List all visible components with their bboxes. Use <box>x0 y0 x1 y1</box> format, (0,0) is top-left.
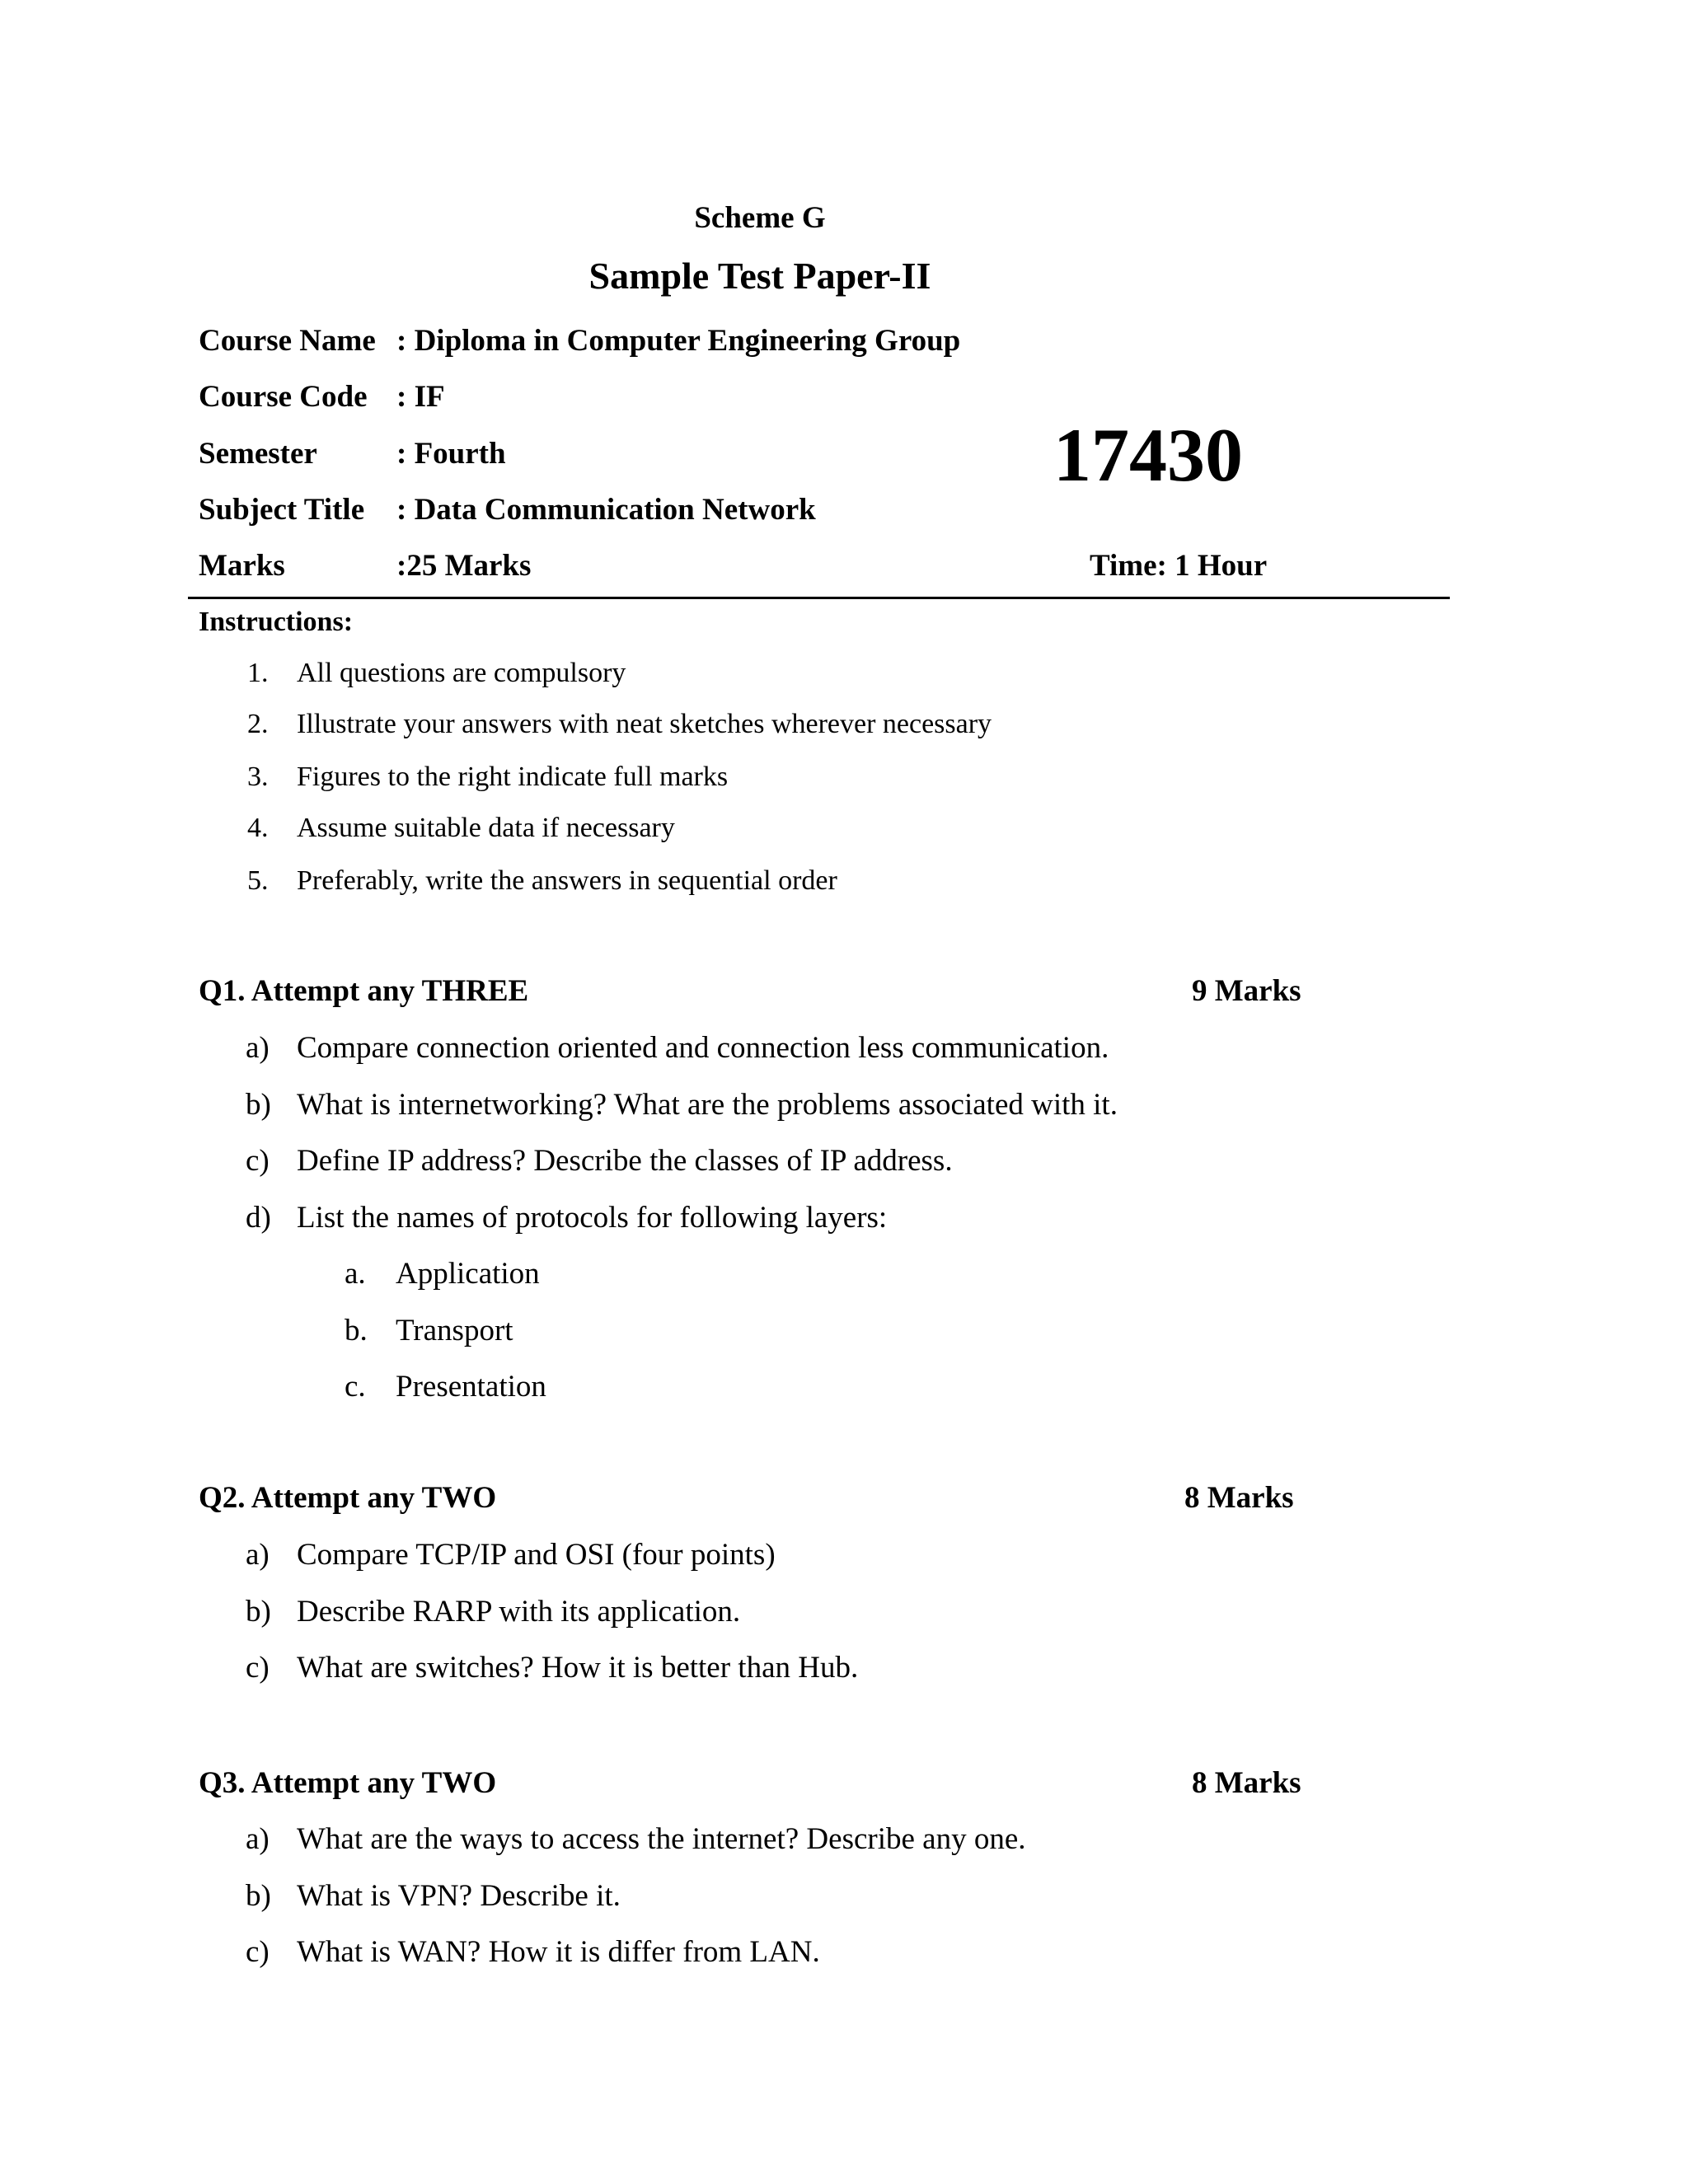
sub-item-text: Transport <box>396 1314 513 1347</box>
subject-title-value: : Data Communication Network <box>396 493 816 527</box>
instruction-number: 2. <box>247 709 269 739</box>
question-item-letter: a) <box>246 1031 270 1065</box>
instruction-number: 4. <box>247 813 269 843</box>
question-item-text: What are the ways to access the internet? Describe any one. <box>297 1822 1026 1856</box>
sub-item-text: Application <box>396 1257 540 1291</box>
course-code-label: Course Code <box>199 380 368 414</box>
question-item-letter: b) <box>246 1088 271 1122</box>
question-item-letter: a) <box>246 1822 270 1856</box>
instruction-text: Figures to the right indicate full marks <box>297 762 729 792</box>
course-code-value: : IF <box>396 380 445 414</box>
instruction-number: 5. <box>247 865 269 896</box>
instruction-text: Illustrate your answers with neat sketches wherever necessary <box>297 709 992 739</box>
question-item-text: What is VPN? Describe it. <box>297 1879 621 1913</box>
question-item-text: Describe RARP with its application. <box>297 1595 741 1629</box>
sub-item-letter: a. <box>345 1257 366 1291</box>
sub-item-text: Presentation <box>396 1370 546 1404</box>
instruction-number: 3. <box>247 762 269 792</box>
question-item-letter: c) <box>246 1144 270 1178</box>
q3-heading: Q3. Attempt any TWO <box>199 1766 497 1800</box>
question-item-text: Compare connection oriented and connection less communication. <box>297 1031 1109 1065</box>
sub-item-letter: b. <box>345 1314 368 1347</box>
question-item-text: Define IP address? Describe the classes of IP address. <box>297 1144 953 1178</box>
instruction-text: Preferably, write the answers in sequential order <box>297 865 837 896</box>
q1-marks: 9 Marks <box>1192 974 1301 1008</box>
question-item-letter: c) <box>246 1935 270 1969</box>
scheme-label: Scheme G <box>694 201 826 235</box>
marks-label: Marks <box>199 549 285 583</box>
question-item-text: What is WAN? How it is differ from LAN. <box>297 1935 820 1969</box>
header-divider <box>188 597 1450 599</box>
question-item-letter: d) <box>246 1201 271 1235</box>
q2-heading: Q2. Attempt any TWO <box>199 1481 497 1515</box>
instruction-text: Assume suitable data if necessary <box>297 813 675 843</box>
course-name-label: Course Name <box>199 324 376 358</box>
sub-item-letter: c. <box>345 1370 366 1404</box>
question-item-text: List the names of protocols for following layers: <box>297 1201 888 1235</box>
subject-code: 17430 <box>1053 413 1243 497</box>
semester-label: Semester <box>199 437 317 471</box>
instruction-text: All questions are compulsory <box>297 658 626 688</box>
instruction-number: 1. <box>247 658 269 688</box>
semester-value: : Fourth <box>396 437 506 471</box>
question-item-letter: c) <box>246 1651 270 1685</box>
question-item-text: Compare TCP/IP and OSI (four points) <box>297 1538 776 1572</box>
question-item-text: What are switches? How it is better than Hub. <box>297 1651 859 1685</box>
time-allowed: Time: 1 Hour <box>1090 549 1268 583</box>
paper-title: Sample Test Paper-II <box>588 255 931 297</box>
question-item-letter: b) <box>246 1595 271 1629</box>
question-item-letter: b) <box>246 1879 271 1913</box>
marks-value: :25 Marks <box>396 549 532 583</box>
question-item-letter: a) <box>246 1538 270 1572</box>
instructions-heading: Instructions: <box>199 607 354 637</box>
question-item-text: What is internetworking? What are the problems associated with it. <box>297 1088 1118 1122</box>
q2-marks: 8 Marks <box>1184 1481 1294 1515</box>
course-name-value: : Diploma in Computer Engineering Group <box>396 324 961 358</box>
subject-title-label: Subject Title <box>199 493 365 527</box>
q3-marks: 8 Marks <box>1192 1766 1301 1800</box>
q1-heading: Q1. Attempt any THREE <box>199 974 529 1008</box>
